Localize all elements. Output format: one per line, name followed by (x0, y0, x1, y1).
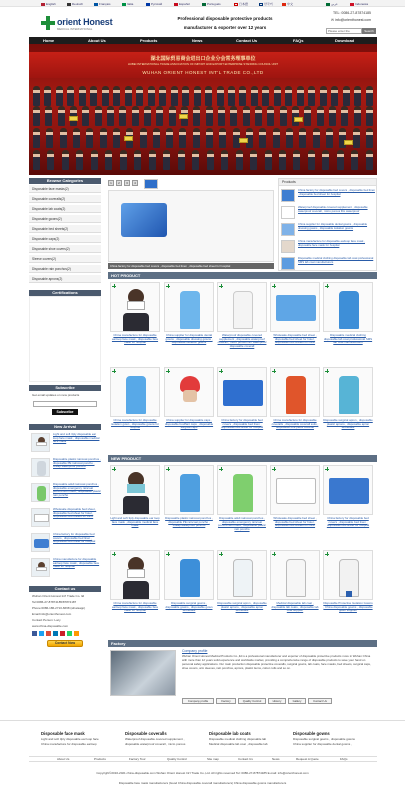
new-arrival-link[interactable]: China factory for disposable bed covers , disposable bed linen , disposable bed sheet for hospital (53, 532, 96, 544)
new-arrival-heading: New Arrival (29, 424, 101, 430)
footer-link[interactable]: Disposable medical clothing disposable lab (209, 737, 267, 741)
lang-indonesian[interactable]: Indonesia (350, 2, 368, 6)
product-title[interactable]: China manufacture for disposable isolation gown , disposable gowns for hospital (111, 418, 159, 430)
product-card[interactable] (323, 282, 373, 367)
nav-home[interactable]: Home (43, 38, 55, 43)
product-thumbnail[interactable] (281, 223, 295, 236)
product-title[interactable]: China manufacture for disposable earloop face mask , disposable face mask for hospital (111, 601, 159, 613)
search-input[interactable]: Please enter the (326, 28, 362, 34)
brand-cross-icon (166, 467, 170, 471)
brand-subtitle: MEDICAL INTERNATIONAL (57, 27, 93, 31)
product-image[interactable] (217, 465, 267, 515)
factory-description: Wuhan Orient Honest Medical Products Co.,ltd is a professional manufacturer and exporter of disposable protective products more in Wuhan China with more than 12 years solid experience and worldwide market, providing a comprehensive range of disposable products to save your hand on personal safety applications. Our main production disposable protective coveralls, surgical gowns, lab coats, face masks, bed sheets, surgical caps, shoe covers, arm sleeves, rain ponchos, aprons, plastic items, cotton rolls and so on. (182, 654, 371, 670)
footer-link[interactable]: China manufacture for disposable earloop (41, 742, 97, 747)
crowd-bottom-row (33, 150, 373, 170)
new-product-grid (108, 465, 377, 635)
footer-column (125, 731, 205, 746)
product-title[interactable]: China supplier for disposable caps , disposable bouffant caps , disposable surgical caps (164, 418, 214, 430)
footer-column-title[interactable]: Disposable gowns (293, 731, 330, 736)
product-image[interactable] (270, 465, 320, 515)
product-title[interactable]: China manufacture for disposable earloop face mask , disposable face mask for hospital (111, 333, 159, 345)
product-thumbnail[interactable] (281, 189, 295, 202)
whatsapp-icon[interactable] (67, 631, 72, 636)
gallery-main-image[interactable] (108, 190, 274, 262)
footer-keywords[interactable]: Disposable face mask manufacturers |Good China disposable coverall manufacturers| China disposable gowns manufacturers (118, 781, 287, 785)
footer-link[interactable]: Medical disposable lab coat , disposable lab (209, 742, 268, 747)
category-coveralls[interactable]: Disposable coveralls(2) (29, 195, 101, 203)
footer-link[interactable]: Waterproof disposable covered supplement , (125, 737, 185, 741)
product-card[interactable] (270, 465, 320, 550)
subscribe-button[interactable]: Subscribe (52, 409, 78, 415)
products-box-title: Products (279, 179, 376, 186)
gallery-caption[interactable]: China factory for disposable bed covers , disposable bed linen , disposable bed sheet for hospital (108, 263, 274, 269)
product-title[interactable]: Disposable Protective Isolation Gowns , China disposable gowns , disposable gown supplier (323, 601, 373, 613)
product-card[interactable] (164, 550, 214, 635)
product-title[interactable]: Wholesale disposable bed sheet , disposable bed sheet for hotel , disposable bed sheets for clinic (273, 333, 317, 345)
category-rain-ponchos[interactable]: Disposable rain ponchos(2) (29, 265, 101, 273)
category-face-masks[interactable]: Disposable face masks(2) (29, 185, 101, 193)
product-title[interactable]: Disposable surgical apron , disposable plastic aprons , disposable apron wholesale (217, 601, 267, 613)
new-arrival-link[interactable]: Disposable adult raincoat ponchos , disposable emergency raincoat poncho with hood , disposable plastic rain poncho (53, 482, 101, 498)
product-card[interactable] (217, 282, 267, 367)
brand-cross-icon (272, 467, 276, 471)
product-thumbnail[interactable] (31, 533, 50, 552)
brand-cross-icon (112, 467, 116, 471)
subscribe-heading: Subscribe (29, 385, 101, 391)
footer-column (41, 731, 121, 746)
yellow-card (179, 114, 188, 119)
footer-nav-about-us[interactable]: About Us (57, 757, 70, 761)
product-image[interactable] (110, 282, 160, 332)
google-plus-icon[interactable] (46, 631, 51, 636)
product-card[interactable] (217, 367, 267, 452)
yellow-card (239, 138, 248, 143)
subscribe-email-input[interactable] (33, 401, 97, 407)
contact-website[interactable]: www.china-disposable.com (32, 624, 69, 628)
category-shoe-covers[interactable]: Disposable shoe covers(2) (29, 245, 101, 253)
product-card[interactable] (110, 282, 160, 367)
product-card[interactable] (110, 465, 160, 550)
crowd-back-row (33, 86, 373, 106)
factory-btn-company-profile[interactable]: Company profile (182, 698, 214, 704)
product-title[interactable]: Wholesale disposable bed sheet , disposable bed sheet for hotel , disposable bed sheets for clinic (273, 516, 317, 528)
crowd-middle-row (33, 106, 373, 126)
product-thumbnail[interactable] (31, 433, 50, 452)
product-image[interactable] (217, 367, 267, 417)
copyright: Copyright©2016-2021 china-disposable.com Wuhan Orient Honest Int'l Trade Co.,Ltd. All rights reserved Tel: 0086-27-87874185 E-mail: info@orienthonest.com (96, 771, 309, 775)
product-card[interactable] (164, 465, 214, 550)
contact-heading: Contact us (29, 586, 101, 592)
brand-cross-icon (325, 467, 329, 471)
brand-cross-icon (219, 369, 223, 373)
product-title[interactable]: Disposable plastic raincoat ponchos , disposable PE raincoat poncho , cheap waterproof poncho (165, 516, 213, 528)
brand-cross-icon (112, 552, 116, 556)
product-thumbnail[interactable] (281, 240, 295, 253)
contact-email[interactable]: Email:info@orienthonest.com (32, 612, 72, 616)
pinterest-icon[interactable] (60, 631, 65, 636)
product-title[interactable]: Disposable medical clothing disposable lab coat professional SMS lab coat manufacturers (323, 333, 373, 345)
lang-russian[interactable]: Pусский (146, 2, 162, 6)
footer-column-title[interactable]: Disposable coveralls (125, 731, 167, 736)
footer-nav-products[interactable]: Products (94, 757, 106, 761)
brand-cross-icon (219, 284, 223, 288)
brand-cross-icon (166, 369, 170, 373)
product-image[interactable] (323, 367, 373, 417)
gallery-page-1[interactable]: 1 (108, 180, 114, 186)
brand-cross-icon (112, 284, 116, 288)
new-arrival-link[interactable]: Light and soft 3ply disposable ear loop face mask , disposable medical face mask (53, 432, 100, 444)
product-image[interactable] (164, 465, 214, 515)
lang-french[interactable]: Français (94, 2, 111, 6)
footer-nav-faqs[interactable]: FAQs (340, 757, 348, 761)
category-aprons[interactable]: Disposable aprons(2) (29, 275, 101, 283)
product-image[interactable] (270, 282, 320, 332)
product-image[interactable] (217, 550, 267, 600)
footer-link[interactable]: China supplier for disposable dental gowns , (293, 742, 352, 747)
rss-icon[interactable] (74, 631, 79, 636)
product-card[interactable] (323, 550, 373, 635)
footer-divider (0, 720, 405, 721)
product-image[interactable] (164, 550, 214, 600)
product-card[interactable] (217, 465, 267, 550)
footer-nav-quality-control[interactable]: Quality Control (167, 757, 187, 761)
lang-japanese[interactable]: 日本語 (234, 2, 248, 6)
header-tel: TEL: 0086-27-87874185 (333, 11, 371, 15)
lang-chinese[interactable]: 中文 (282, 2, 293, 6)
product-card[interactable] (110, 367, 160, 452)
footer-nav-site-map[interactable]: Site map (207, 757, 219, 761)
gallery-page-3[interactable]: 3 (124, 180, 130, 186)
yellow-card (69, 116, 78, 121)
product-card[interactable] (323, 465, 373, 550)
product-image[interactable] (110, 550, 160, 600)
product-card[interactable] (270, 282, 320, 367)
footer-nav-contact-us[interactable]: Contact Us (238, 757, 253, 761)
products-box-item[interactable]: Waterproof disposable covered supplement , disposable waterproof coverall , micro porous film waterproof (281, 205, 376, 221)
brand-cross-icon (272, 552, 276, 556)
footer-link[interactable]: disposable waterproof coverall , micro porous (125, 742, 186, 747)
factory-btn-gallery[interactable]: Gallery (288, 698, 306, 704)
lang-korean[interactable]: 한국어 (259, 2, 273, 6)
contact-phone: Phone:0086-186-2710-6668 (whatsapp) (32, 606, 86, 610)
nav-about-us[interactable]: About Us (88, 38, 106, 43)
factory-btn-factory[interactable]: Factory (216, 698, 236, 704)
lang-spanish[interactable]: Español (174, 2, 190, 6)
new-arrival-item[interactable] (29, 531, 101, 555)
yellow-card (124, 136, 133, 141)
gallery-page-4[interactable]: 4 (132, 180, 138, 186)
product-thumbnail[interactable] (31, 508, 50, 527)
product-title[interactable]: Disposable adult raincoat ponchos , disposable emergency raincoat poncho with hood , disposable plastic rain poncho (218, 516, 266, 531)
new-arrival-link[interactable]: Wholesale disposable bed sheet , disposable bed sheet for hotel , disposable bed sheets for clinic (53, 507, 97, 519)
search-button[interactable]: Search (362, 28, 376, 34)
brand-cross-icon (272, 369, 276, 373)
hot-product-grid (108, 282, 377, 452)
footer-nav (29, 756, 377, 762)
product-card[interactable] (164, 282, 214, 367)
brand-cross-icon (166, 284, 170, 288)
product-title[interactable]: Disposable surgical apron , disposable plastic aprons , disposable apron wholesale (323, 418, 373, 430)
new-arrival-link[interactable]: China manufacture for disposable earloop face mask , disposable face mask for hospital (53, 557, 100, 569)
category-sleeve-covers[interactable]: Sleeve covers(2) (29, 255, 101, 263)
header-email[interactable]: ✉ info@orienthonest.com (331, 18, 371, 22)
category-gowns[interactable]: Disposable gowns(2) (29, 215, 101, 223)
product-image[interactable] (323, 550, 373, 600)
product-title[interactable]: China factory for disposable bed covers , disposable bed linen , disposable bed sheet for hospital (326, 516, 370, 528)
product-image[interactable] (270, 550, 320, 600)
logo-cross-icon[interactable] (41, 16, 55, 30)
product-title[interactable]: China supplier for disposable dental gowns , disposable dressing gowns , disposable isolation gowns (165, 333, 213, 345)
new-arrival-item[interactable] (29, 481, 101, 505)
new-arrival-item[interactable] (29, 431, 101, 455)
product-title[interactable]: China factory for disposable bed covers , disposable bed linen , disposable bed sheet for hospital (220, 418, 264, 430)
yellow-card (344, 140, 353, 145)
product-image[interactable] (164, 367, 214, 417)
product-card[interactable] (110, 550, 160, 635)
contact-tel: Tel:0086-27-87874185/87874187 (32, 600, 77, 604)
products-box-item[interactable]: China factory for disposable bed covers , disposable bed linen , disposable bed sheet for hospital (281, 188, 376, 204)
brand-cross-icon (325, 552, 329, 556)
lang-portuguese[interactable]: Português (202, 2, 221, 6)
linkedin-icon[interactable] (53, 631, 58, 636)
product-image[interactable] (217, 282, 267, 332)
footer-link[interactable]: Light and soft 3ply disposable ear loop face (41, 737, 99, 741)
browse-categories-heading: Browse Categories (29, 178, 101, 184)
brand-cross-icon (166, 552, 170, 556)
nav-download[interactable]: Download (335, 38, 355, 43)
footer-nav-factory-tour[interactable]: Factory Tour (129, 757, 146, 761)
contact-now-button[interactable]: Contact Now (47, 640, 83, 647)
new-arrival-item[interactable] (29, 506, 101, 530)
product-image[interactable] (110, 465, 160, 515)
footer-column-title[interactable]: Disposable face mask (41, 731, 85, 736)
facebook-icon[interactable] (32, 631, 37, 636)
new-product-heading: NEW PRODUCT (108, 455, 377, 462)
footer-nav-request-quote[interactable]: Request A Quote (296, 757, 319, 761)
language-bar (0, 0, 405, 7)
yellow-card (294, 117, 303, 122)
brand-cross-icon (272, 284, 276, 288)
category-lab-coats[interactable]: Disposable lab coats(2) (29, 205, 101, 213)
twitter-icon[interactable] (39, 631, 44, 636)
product-thumbnail[interactable] (31, 483, 50, 502)
banner-cn-title: 湖北国际贸易商会进出口企业分会常务理事单位 (150, 56, 256, 62)
contact-company: Wuhan Orient Honest Int'l Trade Co. ltd (32, 594, 85, 598)
brand-cross-icon (325, 284, 329, 288)
lang-italian[interactable]: Italia (122, 2, 133, 6)
bed-cover-product-image (121, 203, 167, 237)
social-icons (32, 631, 86, 636)
product-card[interactable] (270, 550, 320, 635)
product-title[interactable]: China manufacture for disposable coveralls , disposable coverall suits , disposable one piece coverall (271, 418, 319, 430)
factory-btn-history[interactable]: History (268, 698, 286, 704)
factory-heading: Factory (108, 640, 377, 647)
mail-icon: ✉ (331, 18, 335, 22)
brand-cross-icon (325, 369, 329, 373)
products-box (278, 178, 377, 271)
footer-nav-news[interactable]: News (272, 757, 280, 761)
product-title[interactable]: Light and soft 3ply disposable ear loop face mask , disposable medical face mask (110, 516, 160, 528)
product-card[interactable] (164, 367, 214, 452)
product-image[interactable] (270, 367, 320, 417)
hot-product-heading: HOT PRODUCT (108, 272, 377, 279)
banner-company: WUHAN ORIENT HONEST INT'L TRADE CO.,LTD (142, 70, 264, 75)
footer-link[interactable]: Disposable surgical gowns , disposable gowns (293, 737, 355, 741)
factory-image[interactable] (110, 650, 176, 696)
brand-cross-icon (219, 552, 223, 556)
product-thumbnail[interactable] (31, 558, 50, 577)
hero-banner[interactable] (29, 44, 377, 175)
contact-person: Contact Person: Lucy (32, 618, 61, 622)
tagline-line-1: Professional disposable protective products (177, 16, 273, 21)
product-image[interactable] (164, 282, 214, 332)
category-bed-sheets[interactable]: Disposable bed sheets(2) (29, 225, 101, 233)
lang-english[interactable]: English (41, 2, 56, 6)
lang-deutsch[interactable]: Deutsch (67, 2, 83, 6)
product-image[interactable] (110, 367, 160, 417)
products-box-item[interactable]: China manufacture for disposable earloop face mask , disposable face mask for hospital (281, 239, 376, 255)
main-nav (29, 37, 377, 44)
brand-name[interactable]: orient Honest (57, 17, 113, 27)
brand-cross-icon (219, 467, 223, 471)
certifications-box (29, 296, 101, 382)
product-title[interactable]: Waterproof disposable covered supplement , disposable waterproof coverall , micro porous film waterproof disposable coverall (217, 333, 267, 348)
footer-column-title[interactable]: Disposable lab coats (209, 731, 251, 736)
subscribe-text: Get email updates on new products (32, 393, 80, 397)
new-arrival-item[interactable] (29, 556, 101, 580)
nav-faqs[interactable]: FAQs (293, 38, 304, 43)
gallery-preview-thumb[interactable] (144, 179, 158, 189)
footer-column (293, 731, 373, 746)
product-card[interactable] (270, 367, 320, 452)
factory-btn-contact-us[interactable]: Contact Us (308, 698, 332, 704)
new-arrival-link[interactable]: Disposable plastic raincoat ponchos , disposable PE raincoat poncho , cheap waterproof poncho (53, 457, 101, 469)
certifications-heading: Certifications (29, 290, 101, 296)
product-title[interactable]: Medical disposable lab coat , disposable lab coats , disposable lab coat supplier (271, 601, 319, 613)
product-thumbnail[interactable] (31, 458, 50, 477)
products-box-item[interactable]: China supplier for disposable dental gowns , disposable dressing gowns , disposable isolation gowns (281, 222, 376, 238)
product-image[interactable] (323, 282, 373, 332)
product-card[interactable] (323, 367, 373, 452)
product-thumbnail[interactable] (281, 206, 295, 219)
product-card[interactable] (217, 550, 267, 635)
product-title[interactable]: Disposable surgical gowns , disposable gowns , disposable gown wholesale (165, 601, 213, 613)
banner-en-title: HUBEI INTERNATIONAL TRADE ASSOCIATION OF IMPORT AND EXPORT ENTERPRISE STANDING COUNCIL UNIT (127, 62, 279, 66)
gallery-page-2[interactable]: 2 (116, 180, 122, 186)
new-arrival-item[interactable] (29, 456, 101, 480)
footer-column (209, 731, 289, 746)
tagline (175, 14, 275, 32)
brand-cross-icon (112, 369, 116, 373)
nav-contact-us[interactable]: Contact Us (236, 38, 258, 43)
nav-products[interactable]: Products (140, 38, 158, 43)
company-profile-link[interactable]: Company profile (182, 649, 208, 653)
nav-news[interactable]: News (192, 38, 203, 43)
crowd-front-row (33, 128, 373, 148)
lang-arabic[interactable]: عربي (326, 2, 338, 6)
product-image[interactable] (323, 465, 373, 515)
product-thumbnail[interactable] (281, 257, 295, 270)
category-caps[interactable]: Disposable caps(2) (29, 235, 101, 243)
products-box-item[interactable]: Disposable medical clothing disposable lab coat professional SMS lab coat manufacturers (281, 256, 376, 272)
tagline-line-2: manufacturer & exporter over 12 years (183, 25, 267, 30)
factory-btn-quality-control[interactable]: Quality Control (238, 698, 266, 704)
